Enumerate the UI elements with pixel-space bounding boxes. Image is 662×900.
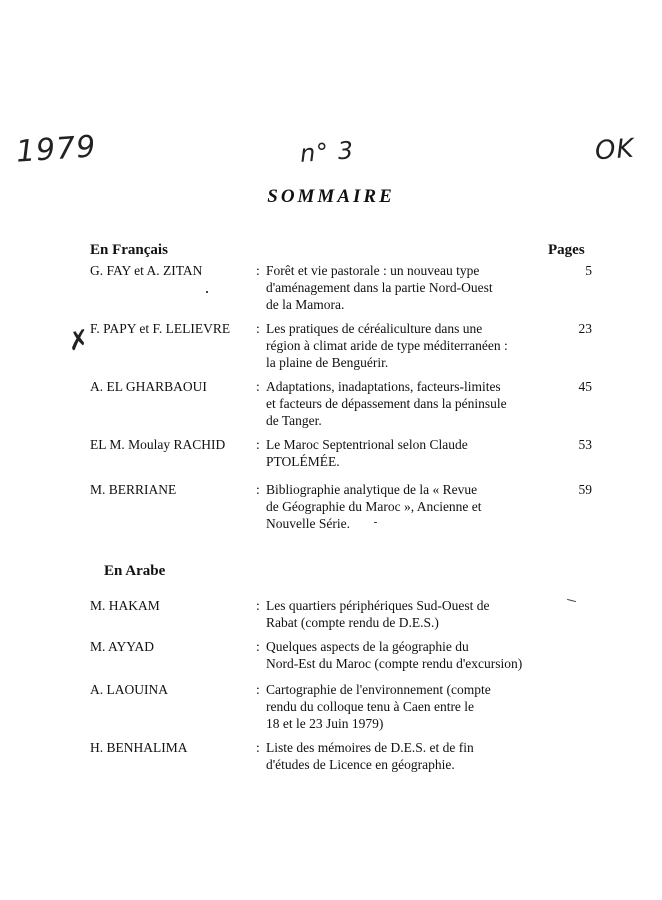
entry-author: G. FAY et A. ZITAN <box>90 263 203 278</box>
entry-title: Quelques aspects de la géographie du Nord-Est du Maroc (compte rendu d'excursion) <box>266 639 523 671</box>
entry-author: M. AYYAD <box>90 639 155 654</box>
entry-author: A. LAOUINA <box>90 682 168 697</box>
entry-title: Les pratiques de céréaliculture dans une région à climat aride de type méditerranéen : la plaine de Benguérir. <box>266 321 508 370</box>
page-title: SOMMAIRE <box>267 186 395 207</box>
entry-page-number: 59 <box>578 482 592 497</box>
entry-author: EL M. Moulay RACHID <box>90 437 226 452</box>
entry-title: Forêt et vie pastorale : un nouveau type d'aménagement dans la partie Nord-Ouest de la Mamora. <box>266 263 493 312</box>
handwritten-cross-mark: ✗ <box>65 324 93 358</box>
entry-author: F. PAPY et F. LELIEVRE <box>90 321 231 336</box>
entry-page-number: 53 <box>578 437 592 452</box>
entry-author: A. EL GHARBAOUI <box>90 379 207 394</box>
pages-column-heading: Pages <box>548 242 585 258</box>
handwritten-year: 1979 <box>14 129 98 170</box>
entry-title: Bibliographie analytique de la « Revue de Géographie du Maroc », Ancienne et Nouvelle Série. <box>266 482 482 531</box>
scan-speck <box>206 291 208 293</box>
entry-title: Cartographie de l'environnement (compte rendu du colloque tenu à Caen entre le 18 et le 23 Juin 1979) <box>266 682 491 731</box>
entry-title: Liste des mémoires de D.E.S. et de fin d'études de Licence en géographie. <box>266 740 474 772</box>
handwritten-issue-number: n° 3 <box>299 136 356 168</box>
scan-speck <box>374 522 377 523</box>
entry-page-number: 5 <box>585 263 592 278</box>
handwritten-ok-mark: OK <box>594 133 636 167</box>
entry-title: Le Maroc Septentrional selon Claude PTOLÉMÉE. <box>266 437 468 469</box>
entry-page-number: 45 <box>578 379 592 394</box>
entry-title: Les quartiers périphériques Sud-Ouest de Rabat (compte rendu de D.E.S.) <box>266 598 490 630</box>
french-section-heading: En Français <box>90 242 168 258</box>
entry-page-number: 23 <box>578 321 592 336</box>
entry-author: H. BENHALIMA <box>90 740 188 755</box>
arabic-section-heading: En Arabe <box>104 563 166 579</box>
entry-author: M. HAKAM <box>90 598 160 613</box>
scan-speck <box>567 599 576 602</box>
entry-title: Adaptations, inadaptations, facteurs-limites et facteurs de dépassement dans la péninsule de Tanger. <box>266 379 507 428</box>
entry-author: M. BERRIANE <box>90 482 177 497</box>
